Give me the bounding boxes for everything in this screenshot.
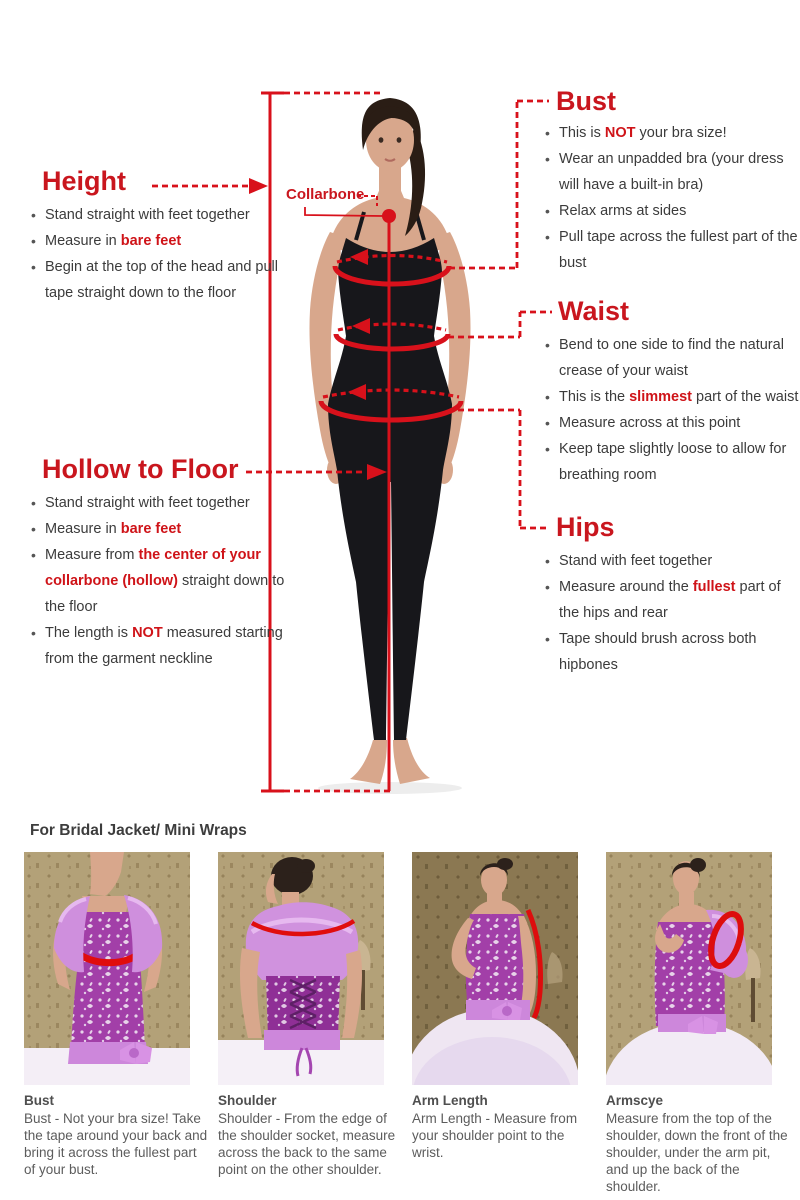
- bust-title: Bust: [556, 86, 616, 116]
- photo-bust: [24, 852, 190, 1085]
- caption-arm-length-text: Arm Length - Measure from your shoulder point to the wrist.: [412, 1111, 578, 1160]
- bullet-item: • The length is NOT measured starting from the garment neckline: [30, 620, 286, 672]
- bullet-item: • Measure from the center of your collarbone (hollow) straight down to the floor: [30, 542, 286, 620]
- hips-bullets: [544, 548, 798, 678]
- bullet-item: • Stand straight with feet together: [30, 490, 286, 516]
- bullet-item: • Measure across at this point: [544, 410, 800, 436]
- bullet-item: • Pull tape across the fullest part of the bust: [544, 224, 798, 276]
- height-title: Height: [42, 166, 126, 196]
- bullet-item: • Keep tape slightly loose to allow for breathing room: [544, 436, 800, 488]
- hips-connector: [458, 410, 550, 528]
- photo-armscye: [606, 852, 772, 1085]
- height-leader: [152, 178, 268, 194]
- bullet-item: • Stand straight with feet together: [30, 202, 282, 228]
- hollow-title: Hollow to Floor: [42, 454, 239, 484]
- hollow-bullets: [30, 490, 286, 672]
- bust-bullets: [544, 120, 798, 276]
- hips-title: Hips: [556, 512, 615, 542]
- caption-bust-text: Bust - Not your bra size! Take the tape around your back and bring it across the fullest part of your bust.: [24, 1111, 208, 1177]
- waist-connector: [448, 312, 552, 337]
- caption-bust: [24, 1092, 210, 1178]
- hollow-leader: [246, 464, 387, 480]
- bullet-item: • Measure around the fullest part of the hips and rear: [544, 574, 798, 626]
- bullet-item: • Measure in bare feet: [30, 516, 286, 542]
- photo-arm-length: [412, 852, 578, 1085]
- bullet-item: • Bend to one side to find the natural crease of your waist: [544, 332, 800, 384]
- bullet-item: • This is NOT your bra size!: [544, 120, 798, 146]
- bullet-item: • Stand with feet together: [544, 548, 798, 574]
- bullet-item: • Wear an unpadded bra (your dress will have a built-in bra): [544, 146, 798, 198]
- height-bullets: [30, 202, 282, 306]
- caption-armscye-text: Measure from the top of the shoulder, down the front of the shoulder, under the arm pit, and up the back of the shoulder.: [606, 1111, 788, 1194]
- waist-tape-ellipse: [336, 318, 448, 349]
- bust-connector: [449, 101, 549, 268]
- caption-armscye: [606, 1092, 792, 1195]
- bullet-item: • This is the slimmest part of the waist: [544, 384, 800, 410]
- caption-armscye-title: Armscye: [606, 1093, 664, 1108]
- bullet-item: • Measure in bare feet: [30, 228, 282, 254]
- photo-shoulder: [218, 852, 384, 1085]
- waist-title: Waist: [558, 296, 630, 326]
- caption-bust-title: Bust: [24, 1093, 54, 1108]
- caption-shoulder-title: Shoulder: [218, 1093, 277, 1108]
- hips-tape-ellipse: [321, 384, 461, 420]
- waist-bullets: [544, 332, 800, 488]
- bullet-item: • Tape should brush across both hipbones: [544, 626, 798, 678]
- caption-arm-length: [412, 1092, 598, 1161]
- bridal-section-heading: For Bridal Jacket/ Mini Wraps: [30, 822, 247, 839]
- bullet-item: • Relax arms at sides: [544, 198, 798, 224]
- bullet-item: • Begin at the top of the head and pull tape straight down to the floor: [30, 254, 282, 306]
- caption-shoulder: [218, 1092, 404, 1178]
- bust-tape-ellipse: [335, 249, 449, 284]
- collarbone-label: Collarbone: [286, 186, 365, 203]
- caption-arm-length-title: Arm Length: [412, 1093, 488, 1108]
- caption-shoulder-text: Shoulder - From the edge of the shoulder socket, measure across the back to the same point on the other shoulder.: [218, 1111, 396, 1177]
